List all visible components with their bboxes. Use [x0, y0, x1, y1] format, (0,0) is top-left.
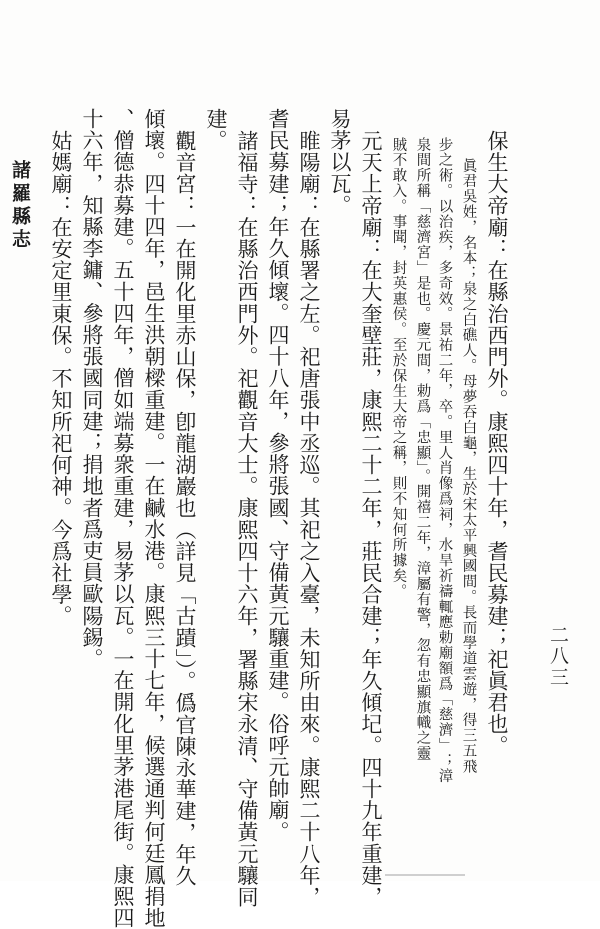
- text-column-9: 耆民募建；年久傾壞。四十八年，參將張國、守備黃元驤重建。俗呼元帥廟。: [266, 108, 290, 843]
- text-column-16: 姑媽廟：在安定里東保。不知所祀何神。今爲社學。: [49, 130, 73, 627]
- text-column-15: 十六年，知縣李鏞、參將張國同建；捐地者爲吏員歐陽錫。: [80, 108, 104, 670]
- page-number: 二八三: [547, 625, 569, 688]
- text-column-8: 睢陽廟：在縣署之左。祀唐張中丞巡。其祀之入臺，未知所由來。康熙二十八年，: [297, 130, 321, 908]
- text-column-2: 眞君吳姓，名本；泉之白礁人。母夢吞白龜，生於宋太平興國間。長而學道雲遊，得三五飛: [460, 158, 477, 774]
- text-column-11: 建。: [204, 108, 228, 152]
- text-column-13: 傾壞。四十四年，邑生洪朝樑重建。一在鹹水港。康熙三十七年，候選通判何廷鳳捐地: [142, 108, 166, 929]
- text-column-4: 泉間所稱「慈濟宮」是也。慶元間，勅爲「忠顯」。開禧二年，漳屬有警，忽有忠顯旗幟之靈: [414, 137, 431, 762]
- text-column-5: 賊不敢入。事聞，封英惠侯。至於保生大帝之稱，則不知何所據矣。: [390, 137, 407, 599]
- text-column-6: 元天上帝廟：在大奎壁莊，康熙二十二年，莊民合建；年久傾圮。四十九年重建，: [359, 130, 383, 908]
- text-column-10: 諸福寺：在縣治西門外。祀觀音大士。康熙四十六年，署縣宋永清、守備黃元驤同: [235, 130, 259, 908]
- text-column-1: 保生大帝廟：在縣治西門外。康熙四十年，耆民募建；祀眞君也。: [485, 130, 509, 757]
- text-column-3: 步之術。以治疾，多奇效。景祐二年，卒。里人肖像爲祠，水旱祈禱輒應勅廟額爲「慈濟」；漳: [436, 137, 453, 784]
- text-column-7: 易茅以瓦。: [328, 108, 352, 216]
- text-column-12: 觀音宮：一在開化里赤山保，卽龍湖巖也（詳見「古蹟」）。僞官陳永華建，年久: [173, 130, 197, 887]
- bottom-rule: [385, 874, 465, 876]
- book-title-header: 諸羅縣志: [9, 160, 31, 252]
- text-column-14: 、僧德恭募建。五十四年，僧如端募衆重建，易茅以瓦。一在開化里茅港尾街。康熙四: [111, 108, 135, 929]
